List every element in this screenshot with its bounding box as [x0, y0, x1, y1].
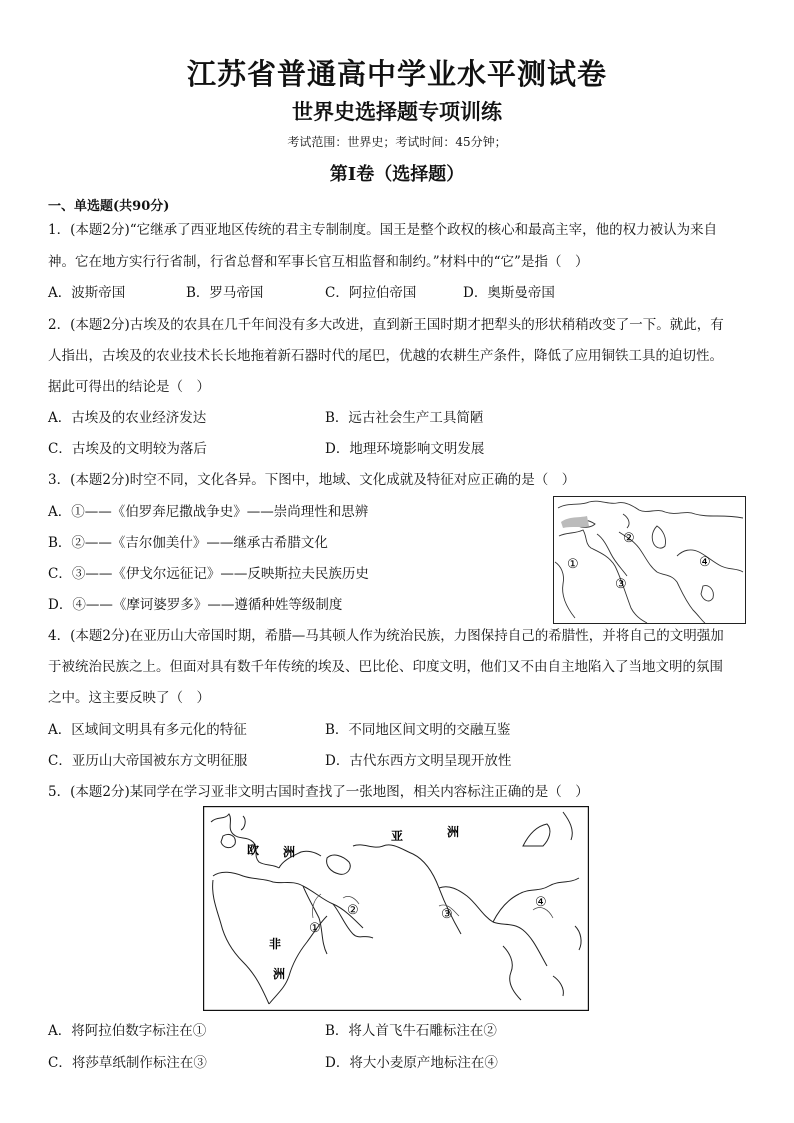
map-label-3: ③	[615, 577, 627, 592]
question-4-option-b[interactable]: B．不同地区间文明的交融互鉴	[325, 722, 511, 738]
question-1-line: 神。它在地方实行行省制，行省总督和军事长官互相监督和制约。”材料中的“它”是指（ ）	[48, 254, 589, 270]
question-3-option-c[interactable]: C．③——《伊戈尔远征记》——反映斯拉夫民族历史	[48, 566, 369, 582]
question-4-line: 4．(本题2分)在亚历山大帝国时期，希腊—马其顿人作为统治民族，力图保持自己的希腊性，并将自己的文明强加	[48, 628, 724, 644]
map-label-1: ①	[567, 557, 579, 572]
map-label-4: ④	[535, 895, 547, 910]
question-4-option-c[interactable]: C．亚历山大帝国被东方文明征服	[48, 753, 248, 769]
question-4-option-d[interactable]: D．古代东西方文明呈现开放性	[325, 753, 512, 769]
question-2-line: 2．(本题2分)古埃及的农具在几千年间没有多大改进，直到新王国时期才把犁头的形状稍稍改变了一下。就此，有	[48, 317, 724, 333]
question-3-option-a[interactable]: A．①——《伯罗奔尼撒战争史》——崇尚理性和思辨	[48, 504, 369, 520]
map-label-3: ③	[441, 907, 453, 922]
page-subtitle: 世界史选择题专项训练	[292, 99, 502, 124]
volume-heading: 第Ⅰ卷（选择题）	[329, 164, 465, 185]
question-1-option-c[interactable]: C．阿拉伯帝国	[325, 285, 417, 301]
map-label-asia-2: 洲	[447, 825, 460, 839]
question-2-option-a[interactable]: A．古埃及的农业经济发达	[48, 410, 207, 426]
map-label-4: ④	[699, 555, 711, 570]
question-4-line: 之中。这主要反映了（ ）	[48, 690, 210, 706]
question-2-option-c[interactable]: C．古埃及的文明较为落后	[48, 441, 207, 457]
question-1-line: 1．(本题2分)“它继承了西亚地区传统的君主专制制度。国王是整个政权的核心和最高主宰，他的权力被认为来自	[48, 222, 718, 238]
question-1-option-a[interactable]: A．波斯帝国	[48, 285, 126, 301]
question-4-option-a[interactable]: A．区域间文明具有多元化的特征	[48, 722, 247, 738]
question-2-line: 人指出，古埃及的农业技术长长地拖着新石器时代的尾巴，优越的农耕生产条件，降低了应用铜铁工具的迫切性。	[48, 348, 723, 364]
map-label-europe-1: 欧	[247, 843, 260, 857]
question-5-line: 5．(本题2分)某同学在学习亚非文明古国时查找了一张地图，相关内容标注正确的是（ ）	[48, 784, 589, 800]
question-3-option-d[interactable]: D．④——《摩诃婆罗多》——遵循种姓等级制度	[48, 597, 343, 613]
question-1-option-b[interactable]: B．罗马帝国	[186, 285, 264, 301]
question-3-line: 3．(本题2分)时空不同，文化各异。下图中，地域、文化成就及特征对应正确的是（ ）	[48, 472, 576, 488]
question-2-option-d[interactable]: D．地理环境影响文明发展	[325, 441, 485, 457]
section-heading: 一、单选题(共90分)	[48, 199, 170, 214]
exam-meta: 考试范围：世界史；考试时间：45分钟；	[287, 135, 507, 149]
question-5-map	[203, 806, 589, 1011]
map-label-2: ②	[347, 903, 359, 918]
map-label-africa-1: 非	[269, 937, 282, 951]
question-5-option-b[interactable]: B．将人首飞牛石雕标注在②	[325, 1023, 497, 1039]
question-5-option-a[interactable]: A．将阿拉伯数字标注在①	[48, 1023, 207, 1039]
question-3-option-b[interactable]: B．②——《吉尔伽美什》——继承古希腊文化	[48, 535, 328, 551]
map-label-1: ①	[309, 921, 321, 936]
question-5-option-d[interactable]: D．将大小麦原产地标注在④	[325, 1055, 498, 1071]
question-5-option-c[interactable]: C．将莎草纸制作标注在③	[48, 1055, 207, 1071]
question-2-line: 据此可得出的结论是（ ）	[48, 379, 210, 395]
question-1-option-d[interactable]: D．奥斯曼帝国	[463, 285, 555, 301]
question-4-line: 于被统治民族之上。但面对具有数千年传统的埃及、巴比伦、印度文明，他们又不由自主地陷入了当地文明的氛围	[48, 659, 723, 675]
question-2-option-b[interactable]: B．远古社会生产工具简陋	[325, 410, 484, 426]
map-label-2: ②	[623, 531, 635, 546]
map-label-asia-1: 亚	[391, 829, 404, 843]
map-label-europe-2: 洲	[283, 845, 296, 859]
map-frame	[554, 497, 746, 624]
map-label-africa-2: 洲	[273, 967, 286, 981]
page-title: 江苏省普通高中学业水平测试卷	[186, 57, 607, 91]
question-3-map	[553, 496, 746, 624]
